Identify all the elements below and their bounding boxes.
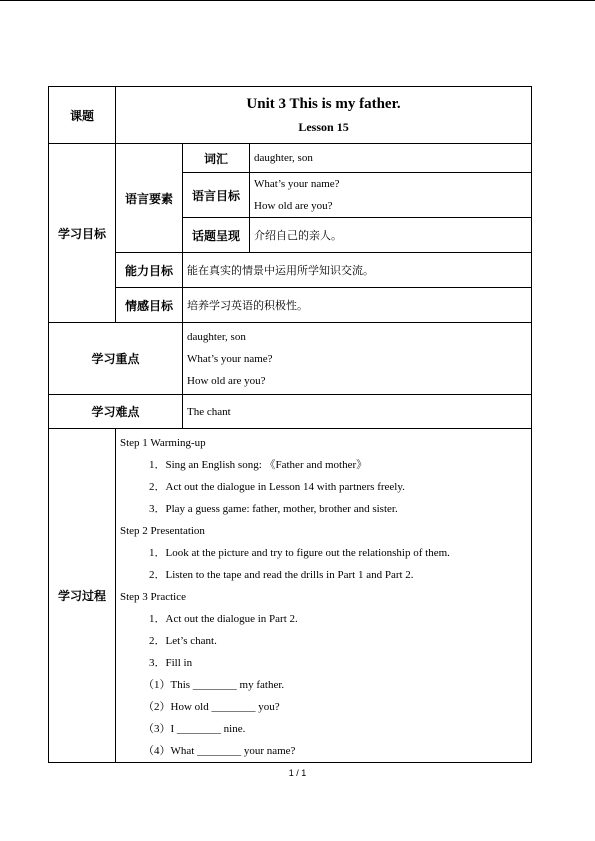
key-points-row: [49, 323, 532, 395]
difficulties-row: [49, 395, 532, 429]
process-row: [49, 429, 532, 763]
lesson-subtitle: Lesson 15: [298, 120, 349, 134]
topic-presentation-content: 介绍自己的亲人。: [250, 218, 532, 253]
difficulties-content: The chant: [183, 395, 532, 429]
process-step-heading: Step 3 Practice: [120, 591, 186, 603]
vocab-content: daughter, son: [250, 144, 532, 173]
topic-label: 课题: [49, 87, 116, 144]
vocab-label: 词汇: [183, 144, 250, 173]
lesson-plan-table: [48, 86, 532, 763]
title-row: [49, 87, 532, 144]
fill-in-item: （1）This ________ my father.: [143, 679, 285, 691]
process-item: 3．Fill in: [149, 657, 193, 669]
fill-in-item: （4）What ________ your name?: [143, 745, 296, 757]
objectives-label: 学习目标: [49, 144, 116, 323]
fill-in-item: （3）I ________ nine.: [143, 723, 246, 735]
process-step-heading: Step 2 Presentation: [120, 525, 205, 537]
process-item: 2．Listen to the tape and read the drills in Part 1 and Part 2.: [149, 569, 414, 581]
key-points-content: [183, 323, 532, 395]
process-label: 学习过程: [49, 429, 116, 763]
ability-row: [49, 253, 532, 288]
key-point-line: daughter, son: [187, 330, 246, 343]
process-item: 1．Act out the dialogue in Part 2.: [149, 613, 298, 625]
page-top-rule: [0, 0, 595, 1]
process-content: [116, 429, 532, 763]
lesson-title: Unit 3 This is my father.: [246, 96, 401, 112]
lesson-title-cell: [116, 87, 532, 144]
page-number: 1 / 1: [288, 768, 307, 778]
process-item: 2．Act out the dialogue in Lesson 14 with partners freely.: [149, 481, 405, 493]
language-goal-line: What’s your name?: [254, 178, 340, 190]
process-item: 3．Play a guess game: father, mother, brother and sister.: [149, 503, 398, 515]
fill-in-item: （2）How old ________ you?: [143, 701, 280, 713]
difficulties-label: 学习难点: [49, 395, 183, 429]
key-point-line: What’s your name?: [187, 352, 273, 365]
topic-presentation-label: 话题呈现: [183, 218, 250, 253]
language-goal-label: 语言目标: [183, 173, 250, 218]
process-step-heading: Step 1 Warming-up: [120, 437, 206, 449]
key-points-label: 学习重点: [49, 323, 183, 395]
key-point-line: How old are you?: [187, 374, 266, 387]
emotion-goal-content: 培养学习英语的积极性。: [183, 288, 532, 323]
ability-goal-content: 能在真实的情景中运用所学知识交流。: [183, 253, 532, 288]
emotion-goal-label: 情感目标: [116, 288, 183, 323]
language-elements-label: 语言要素: [116, 144, 183, 253]
process-item: 1．Look at the picture and try to figure out the relationship of them.: [149, 547, 450, 559]
language-goal-line: How old are you?: [254, 200, 333, 212]
vocab-row: [49, 144, 532, 173]
process-item: 2．Let’s chant.: [149, 635, 217, 647]
process-item: 1．Sing an English song: 《Father and mother》: [149, 459, 368, 471]
emotion-row: [49, 288, 532, 323]
ability-goal-label: 能力目标: [116, 253, 183, 288]
language-goal-content: [250, 173, 532, 218]
